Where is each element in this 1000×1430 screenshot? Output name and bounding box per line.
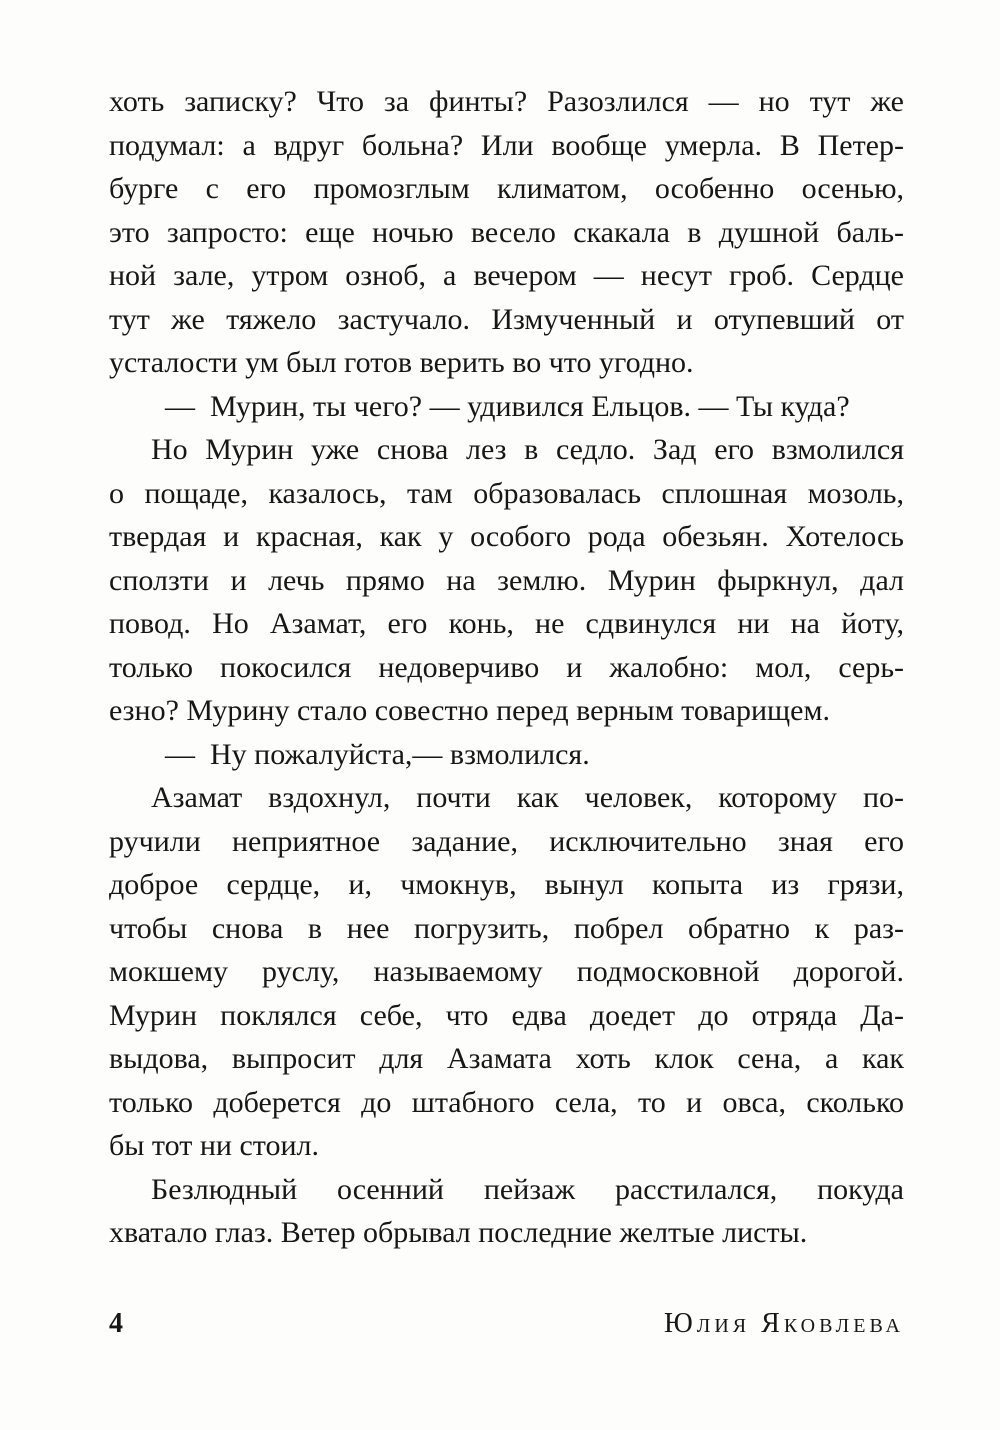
text-line: Мурин поклялся себе, что едва доедет до отряда Да- [109, 998, 904, 1032]
text-line: мокшему руслу, называемому подмосковной дорогой. [109, 955, 904, 988]
page-number: 4 [109, 1308, 124, 1339]
text-line: доброе сердце, и, чмокнув, вынул копыта из грязи, [109, 868, 904, 901]
text-line: Азамат вздохнул, почти как человек, которому по- [151, 781, 904, 814]
text-line: это запросто: еще ночью весело скакала в душной баль- [109, 215, 904, 249]
text-line: сползти и лечь прямо на землю. Мурин фыркнул, дал [109, 563, 904, 597]
text-line: чтобы снова в нее погрузить, побрел обратно к раз- [109, 911, 904, 945]
text-line: езно? Мурину стало совестно перед верным товарищем. [109, 694, 830, 727]
text-line: повод. Но Азамат, его конь, не сдвинулся ни на йоту, [109, 607, 904, 640]
text-line: о пощаде, казалось, там образовалась сплошная мозоль, [109, 476, 904, 510]
text-line: ной зале, утром озноб, а вечером — несут гроб. Сердце [109, 259, 904, 292]
text-line: бурге с его промозглым климатом, особенно осенью, [109, 172, 904, 205]
page-text [109, 80, 904, 1255]
text-line: ручили неприятное задание, исключительно зная его [109, 824, 904, 858]
text-line: Безлюдный осенний пейзаж расстилался, покуда [151, 1172, 904, 1206]
text-line: Но Мурин уже снова лез в седло. Зад его взмолился [151, 433, 904, 466]
text-line: — Ну пожалуйста,— взмолился. [165, 737, 590, 771]
text-line: — Мурин, ты чего? — удивился Ельцов. — Ты куда? [165, 389, 850, 423]
text-line: твердая и красная, как у особого рода обезьян. Хотелось [109, 520, 904, 553]
text-line: бы тот ни стоил. [109, 1129, 320, 1162]
text-line: только доберется до штабного села, то и овса, сколько [109, 1085, 904, 1119]
page-footer [109, 1308, 904, 1340]
text-line: только покосился недоверчиво и жалобно: мол, серь- [109, 650, 904, 684]
text-line: тут же тяжело застучало. Измученный и отупевший от [109, 302, 904, 336]
text-line: выдова, выпросит для Азамата хоть клок сена, а как [109, 1042, 904, 1075]
running-author: Юлия Яковлева [664, 1308, 904, 1339]
text-line: хоть записку? Что за финты? Разозлился — но тут же [109, 85, 904, 118]
text-line: усталости ум был готов верить во что угодно. [109, 346, 694, 379]
text-line: хватало глаз. Ветер обрывал последние желтые листы. [109, 1216, 808, 1249]
text-line: подумал: а вдруг больна? Или вообще умерла. В Петер- [109, 128, 904, 162]
